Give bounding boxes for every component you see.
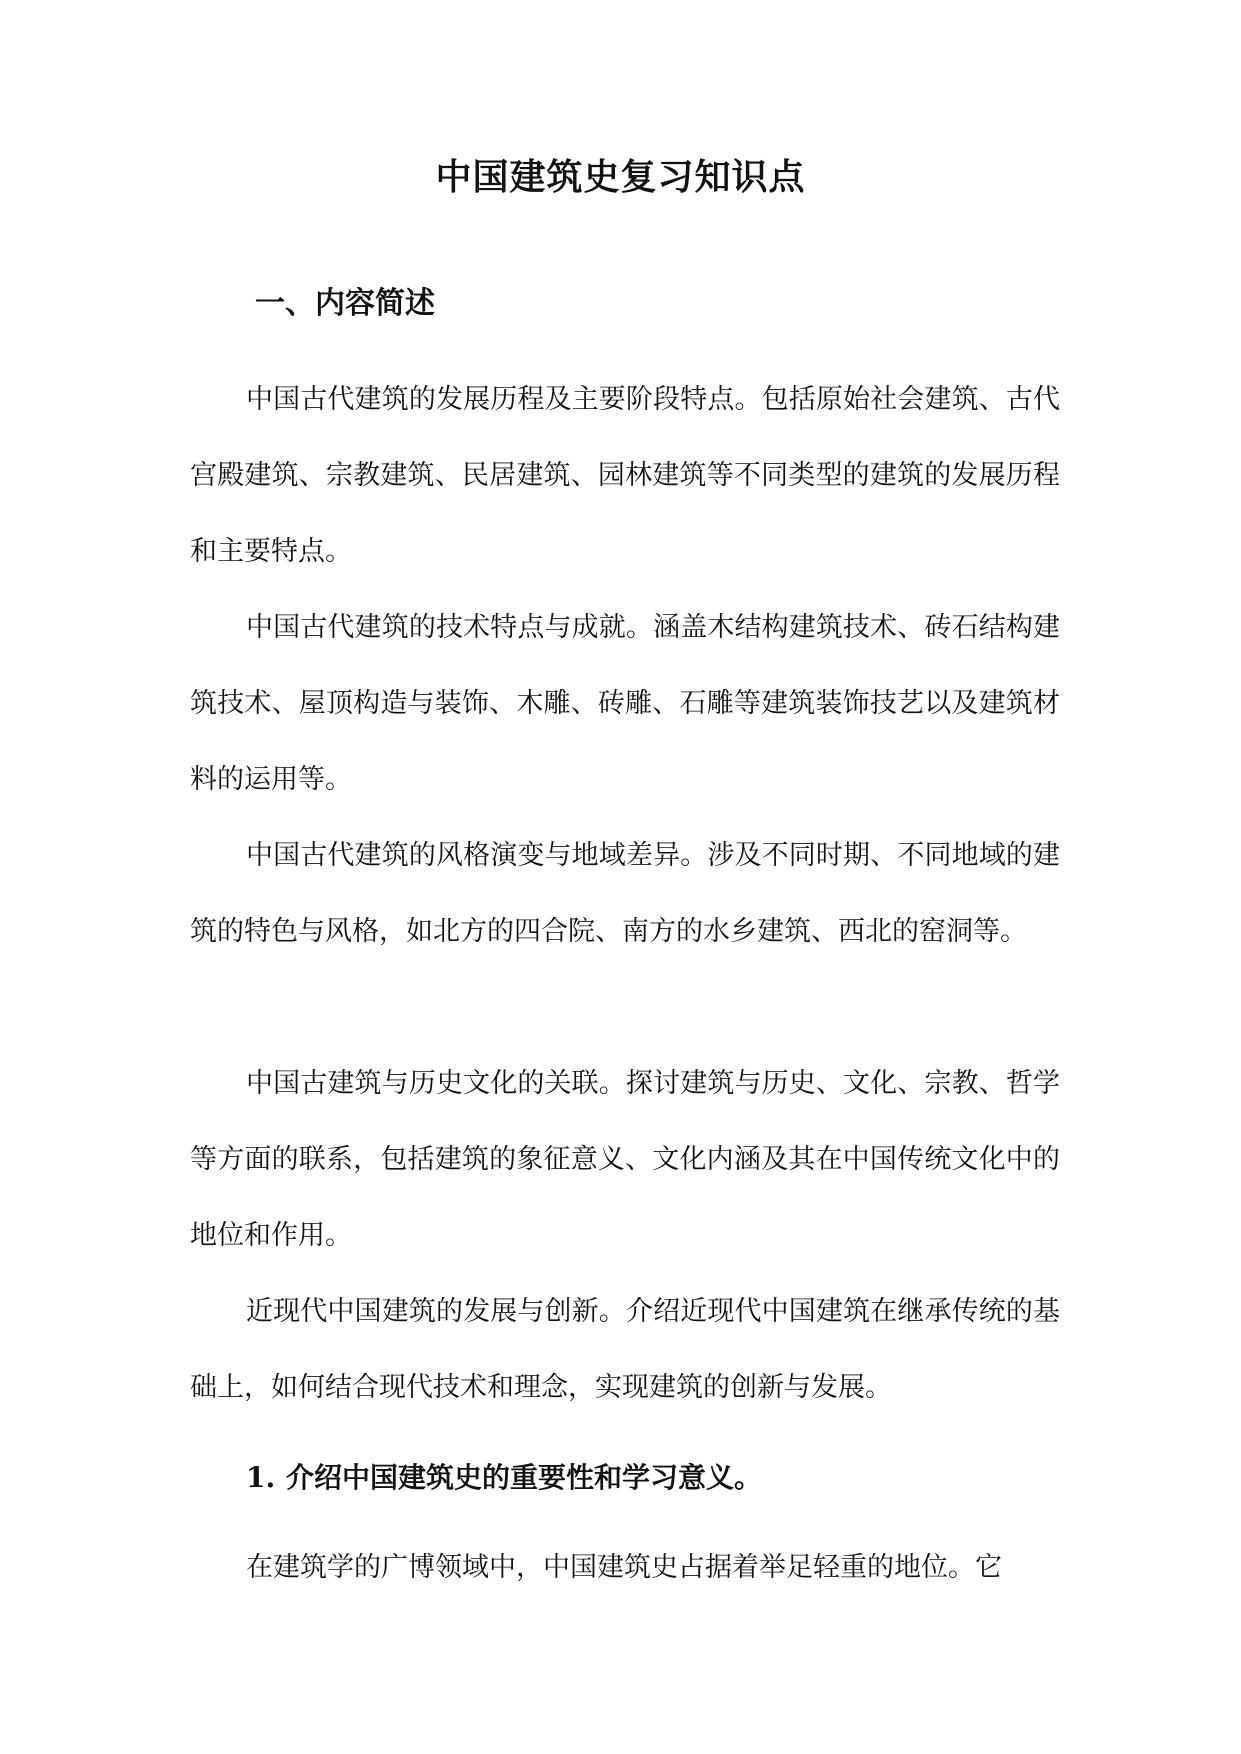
document-title: 中国建筑史复习知识点 (435, 156, 806, 198)
paragraph-development-history: 中国古代建筑的发展历程及主要阶段特点。包括原始社会建筑、古代宫殿建筑、宗教建筑、民居建筑、园林建筑等不同类型的建筑的发展历程和主要特点。 (190, 384, 1060, 567)
paragraph-technical-features: 中国古代建筑的技术特点与成就。涵盖木结构建筑技术、砖石结构建筑技术、屋顶构造与装饰、木雕、砖雕、石雕等建筑装饰技艺以及建筑材料的运用等。 (190, 612, 1060, 795)
section-heading: 一、内容简述 (255, 286, 435, 321)
subsection-number: 1. (246, 1461, 276, 1494)
subsection-heading (246, 1456, 762, 1500)
paragraph-style-evolution: 中国古代建筑的风格演变与地域差异。涉及不同时期、不同地域的建筑的特色与风格，如北方的四合院、南方的水乡建筑、西北的窑洞等。 (190, 840, 1060, 947)
paragraph-modern-innovation: 近现代中国建筑的发展与创新。介绍近现代中国建筑在继承传统的基础上，如何结合现代技术和理念，实现建筑的创新与发展。 (190, 1296, 1060, 1403)
paragraph-importance: 在建筑学的广博领域中，中国建筑史占据着举足轻重的地位。它 (246, 1552, 1002, 1583)
subsection-heading-text: 介绍中国建筑史的重要性和学习意义。 (286, 1461, 763, 1494)
paragraph-history-culture: 中国古建筑与历史文化的关联。探讨建筑与历史、文化、宗教、哲学等方面的联系，包括建筑的象征意义、文化内涵及其在中国传统文化中的地位和作用。 (190, 1068, 1060, 1251)
